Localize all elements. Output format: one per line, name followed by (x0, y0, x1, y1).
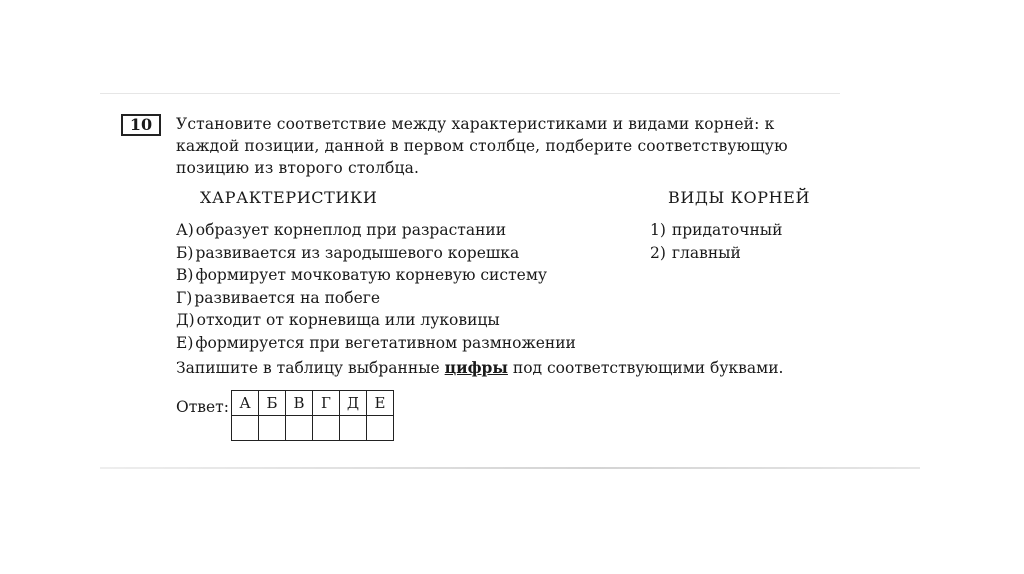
characteristic-item (176, 309, 576, 332)
root-type-number: 1) (650, 221, 666, 239)
answer-input-cell[interactable] (259, 416, 286, 441)
instruction-before: Запишите в таблицу выбранные (176, 359, 445, 377)
root-type-number: 2) (650, 243, 666, 262)
instruction-text (176, 358, 783, 377)
characteristic-letter: В) (176, 266, 194, 285)
answer-letter-cell: А (232, 391, 259, 416)
characteristic-letter: Д) (176, 311, 195, 330)
answer-input-cell[interactable] (367, 416, 394, 441)
answer-input-cell[interactable] (340, 416, 367, 441)
root-type-text: придаточный (671, 221, 783, 239)
root-type-item (650, 242, 782, 265)
answer-input-cell[interactable] (286, 416, 313, 441)
instruction-emphasis: цифры (444, 358, 508, 377)
answer-input-cell[interactable] (232, 416, 259, 441)
characteristic-letter: Г) (176, 288, 193, 307)
task-number-box: 10 (121, 114, 161, 136)
answer-letters-row (232, 391, 394, 416)
characteristic-text: образует корнеплод при разрастании (195, 221, 507, 239)
root-type-text: главный (671, 243, 741, 262)
answer-letter-cell: Г (313, 391, 340, 416)
answer-input-cell[interactable] (313, 416, 340, 441)
root-types-list (650, 219, 782, 264)
characteristic-letter: Е) (176, 333, 194, 352)
characteristic-item (176, 242, 576, 265)
characteristic-text: формируется при вегетативном размножении (195, 333, 576, 352)
answer-letter-cell: В (286, 391, 313, 416)
instruction-after: под соответствующими буквами. (507, 359, 784, 377)
characteristic-text: развивается из зародышевого корешка (195, 243, 520, 262)
answer-table (231, 390, 394, 441)
characteristic-item (176, 219, 576, 242)
characteristics-list (176, 219, 576, 355)
answer-letter-cell: Б (259, 391, 286, 416)
top-divider (100, 93, 840, 94)
characteristics-heading: ХАРАКТЕРИСТИКИ (200, 188, 378, 207)
characteristic-letter: Б) (176, 243, 194, 262)
characteristic-item (176, 287, 576, 310)
characteristic-text: развивается на побеге (194, 288, 381, 307)
answer-values-row (232, 416, 394, 441)
root-types-heading: ВИДЫ КОРНЕЙ (668, 188, 810, 207)
characteristic-text: формирует мочковатую корневую систему (195, 266, 547, 285)
characteristic-item (176, 264, 576, 287)
answer-letter-cell: Е (367, 391, 394, 416)
characteristic-letter: А) (176, 221, 194, 239)
characteristic-item (176, 332, 576, 355)
answer-label: Ответ: (176, 398, 229, 416)
root-type-item (650, 219, 782, 242)
answer-letter-cell: Д (340, 391, 367, 416)
characteristic-text: отходит от корневища или луковицы (196, 311, 500, 330)
question-text: Установите соответствие между характеристиками и видами корней: к каждой позиции, данной в первом столбце, подберите соответствующую позицию из второго столбца. (176, 115, 788, 177)
bottom-divider (100, 467, 920, 469)
